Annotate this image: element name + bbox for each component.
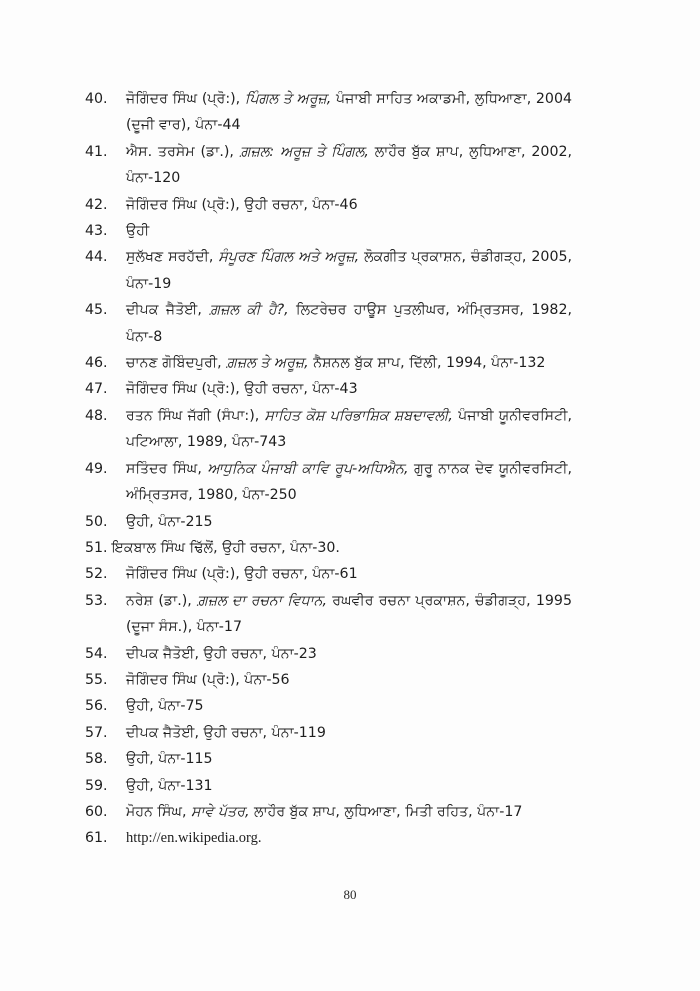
note-number: 54. bbox=[85, 645, 108, 662]
note-text: ਉਹੀ, ਪੰਨਾ-215 bbox=[126, 513, 213, 530]
endnote-59 bbox=[85, 773, 572, 799]
book-title: ਗ਼ਜ਼ਲ ਤੇ ਅਰੂਜ਼, bbox=[226, 355, 309, 372]
note-number: 44. bbox=[85, 249, 108, 266]
endnote-55 bbox=[85, 667, 572, 693]
note-text: ਰਤਨ ਸਿੰਘ ਜੱਗੀ (ਸੰਪਾ:), ਸਾਹਿਤ ਕੋਸ਼ ਪਰਿਭਾਸ਼ਿਕ ਸ਼ਬਦਾਵਲੀ, ਪੰਜਾਬੀ ਯੂਨੀਵਰਸਿਟੀ, ਪਟਿਆਲਾ, 1989, ਪੰਨਾ-743 bbox=[126, 407, 572, 451]
note-text: ਜੋਗਿੰਦਰ ਸਿੰਘ (ਪ੍ਰੋ:), ਉਹੀ ਰਚਨਾ, ਪੰਨਾ-61 bbox=[126, 566, 358, 583]
endnote-46 bbox=[85, 350, 572, 376]
note-text: ਦੀਪਕ ਜੈਤੋਈ, ਉਹੀ ਰਚਨਾ, ਪੰਨਾ-119 bbox=[126, 724, 326, 741]
note-text: ਦੀਪਕ ਜੈਤੋਈ, ਉਹੀ ਰਚਨਾ, ਪੰਨਾ-23 bbox=[126, 645, 317, 662]
note-text: ਉਹੀ, ਪੰਨਾ-75 bbox=[126, 698, 204, 715]
note-text: ਜੋਗਿੰਦਰ ਸਿੰਘ (ਪ੍ਰੋ:), ਪੰਨਾ-56 bbox=[126, 671, 290, 688]
note-number: 47. bbox=[85, 381, 108, 398]
note-number: 52. bbox=[85, 566, 108, 583]
endnote-52 bbox=[85, 561, 572, 587]
note-number: 56. bbox=[85, 698, 108, 715]
note-text: ਇਕਬਾਲ ਸਿੰਘ ਢਿੱਲੋਂ, ਉਹੀ ਰਚਨਾ, ਪੰਨਾ-30. bbox=[111, 539, 340, 556]
note-number: 45. bbox=[85, 302, 108, 319]
note-number: 61. bbox=[85, 830, 108, 847]
note-number: 58. bbox=[85, 751, 108, 768]
endnote-61 bbox=[85, 825, 572, 851]
endnote-40 bbox=[85, 86, 572, 139]
endnote-54 bbox=[85, 641, 572, 667]
endnote-53 bbox=[85, 588, 572, 641]
book-title: ਪਿੰਗਲ ਤੇ ਅਰੂਜ਼, bbox=[244, 91, 332, 107]
book-title: ਗ਼ਜ਼ਲ: ਅਰੂਜ਼ ਤੇ ਪਿੰਗਲ, bbox=[239, 143, 369, 160]
note-number: 55. bbox=[85, 671, 108, 688]
endnote-44 bbox=[85, 244, 572, 297]
page-number: 80 bbox=[343, 887, 357, 902]
endnote-58 bbox=[85, 746, 572, 772]
note-text: ਜੋਗਿੰਦਰ ਸਿੰਘ (ਪ੍ਰੋ:), ਉਹੀ ਰਚਨਾ, ਪੰਨਾ-46 bbox=[126, 196, 358, 213]
note-text: ਸੁਲੱਖਣ ਸਰਹੱਦੀ, ਸੰਪੂਰਣ ਪਿੰਗਲ ਅਤੇ ਅਰੂਜ਼, ਲੋਕਗੀਤ ਪ੍ਰਕਾਸ਼ਨ, ਚੰਡੀਗੜ੍ਹ, 2005, ਪੰਨਾ-19 bbox=[126, 249, 573, 292]
endnote-57 bbox=[85, 720, 572, 746]
note-number: 57. bbox=[85, 724, 108, 741]
note-number: 50. bbox=[85, 513, 108, 530]
book-title: ਸਾਹਿਤ ਕੋਸ਼ ਪਰਿਭਾਸ਼ਿਕ ਸ਼ਬਦਾਵਲੀ, bbox=[264, 407, 453, 424]
note-number: 48. bbox=[85, 407, 108, 424]
note-text: ਜੋਗਿੰਦਰ ਸਿੰਘ (ਪ੍ਰੋ:), ਪਿੰਗਲ ਤੇ ਅਰੂਜ਼, ਪੰਜਾਬੀ ਸਾਹਿਤ ਅਕਾਡਮੀ, ਲੁਧਿਆਣਾ, 2004 (ਦੂਜੀ ਵਾਰ), ਪੰਨਾ-44 bbox=[126, 91, 573, 134]
reference-url[interactable]: http://en.wikipedia.org. bbox=[126, 830, 262, 847]
endnote-43 bbox=[85, 218, 572, 244]
endnotes-list bbox=[85, 86, 572, 852]
endnote-45 bbox=[85, 297, 572, 350]
note-number: 42. bbox=[85, 196, 108, 213]
note-number: 53. bbox=[85, 592, 108, 609]
note-number: 51. bbox=[85, 539, 108, 556]
endnote-50 bbox=[85, 509, 572, 535]
endnote-51 bbox=[85, 535, 572, 561]
note-text: ਉਹੀ, ਪੰਨਾ-115 bbox=[126, 751, 213, 768]
book-title: ਸੰਪੂਰਣ ਪਿੰਗਲ ਅਤੇ ਅਰੂਜ਼, bbox=[218, 249, 360, 266]
note-text: ਦੀਪਕ ਜੈਤੋਈ, ਗ਼ਜ਼ਲ ਕੀ ਹੈ?, ਲਿਟਰੇਚਰ ਹਾਊਸ ਪੁਤਲੀਘਰ, ਅੰਮ੍ਰਿਤਸਰ, 1982, ਪੰਨਾ-8 bbox=[126, 302, 572, 345]
note-text: ਚਾਨਣ ਗੋਬਿੰਦਪੁਰੀ, ਗ਼ਜ਼ਲ ਤੇ ਅਰੂਜ਼, ਨੈਸ਼ਨਲ ਬੁੱਕ ਸ਼ਾਪ, ਦਿੱਲੀ, 1994, ਪੰਨਾ-132 bbox=[126, 355, 546, 372]
note-text: ਉਹੀ, ਪੰਨਾ-131 bbox=[126, 777, 213, 794]
note-text: ਨਰੇਸ਼ (ਡਾ.), ਗ਼ਜ਼ਲ ਦਾ ਰਚਨਾ ਵਿਧਾਨ, ਰਘਵੀਰ ਰਚਨਾ ਪ੍ਰਕਾਸ਼ਨ, ਚੰਡੀਗੜ੍ਹ, 1995 (ਦੂਜਾ ਸੰਸ.), ਪੰਨਾ-17 bbox=[126, 592, 572, 636]
endnote-48 bbox=[85, 403, 572, 456]
note-number: 43. bbox=[85, 223, 108, 240]
book-title: ਸਾਵੇ ਪੱਤਰ, bbox=[191, 803, 250, 820]
note-number: 49. bbox=[85, 460, 108, 477]
note-text: ਐਸ. ਤਰਸੇਮ (ਡਾ.), ਗ਼ਜ਼ਲ: ਅਰੂਜ਼ ਤੇ ਪਿੰਗਲ, ਲਾਹੌਰ ਬੁੱਕ ਸ਼ਾਪ, ਲੁਧਿਆਣਾ, 2002, ਪੰਨਾ-120 bbox=[126, 143, 573, 187]
note-number: 41. bbox=[85, 143, 108, 160]
book-title: ਗ਼ਜ਼ਲ ਕੀ ਹੈ?, bbox=[209, 302, 289, 319]
endnote-49 bbox=[85, 456, 572, 509]
note-number: 60. bbox=[85, 803, 108, 820]
note-text: ਉਹੀ bbox=[126, 223, 150, 240]
endnote-60 bbox=[85, 799, 572, 825]
endnote-56 bbox=[85, 693, 572, 719]
note-number: 40. bbox=[85, 91, 108, 107]
endnote-41 bbox=[85, 139, 572, 192]
note-number: 46. bbox=[85, 355, 108, 372]
book-title: ਗ਼ਜ਼ਲ ਦਾ ਰਚਨਾ ਵਿਧਾਨ, bbox=[197, 592, 328, 609]
note-text: ਮੋਹਨ ਸਿੰਘ, ਸਾਵੇ ਪੱਤਰ, ਲਾਹੌਰ ਬੁੱਕ ਸ਼ਾਪ, ਲੁਧਿਆਣਾ, ਮਿਤੀ ਰਹਿਤ, ਪੰਨਾ-17 bbox=[126, 803, 523, 820]
note-text: ਸਤਿੰਦਰ ਸਿੰਘ, ਆਧੁਨਿਕ ਪੰਜਾਬੀ ਕਾਵਿ ਰੂਪ-ਅਧਿਐਨ, ਗੁਰੂ ਨਾਨਕ ਦੇਵ ਯੂਨੀਵਰਸਿਟੀ, ਅੰਮ੍ਰਿਤਸਰ, 1980, ਪੰਨਾ-250 bbox=[126, 460, 573, 504]
endnote-42 bbox=[85, 192, 572, 218]
note-text: ਜੋਗਿੰਦਰ ਸਿੰਘ (ਪ੍ਰੋ:), ਉਹੀ ਰਚਨਾ, ਪੰਨਾ-43 bbox=[126, 381, 358, 398]
note-number: 59. bbox=[85, 777, 108, 794]
endnote-47 bbox=[85, 376, 572, 402]
book-title: ਆਧੁਨਿਕ ਪੰਜਾਬੀ ਕਾਵਿ ਰੂਪ-ਅਧਿਐਨ, bbox=[207, 460, 409, 477]
